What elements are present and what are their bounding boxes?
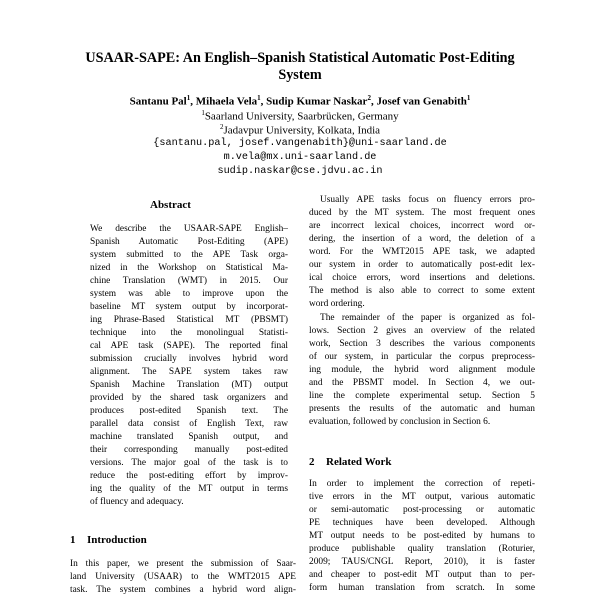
text-line: The method is also able to correct to some extent bbox=[309, 286, 535, 296]
affiliation-mark: 2 bbox=[219, 123, 224, 131]
text-line: parallel data consist of English Text, raw bbox=[90, 419, 288, 429]
text-line: We describe the USAAR-SAPE English– bbox=[90, 224, 288, 234]
email-line[interactable]: {santanu.pal, josef.vangenabith}@uni-saarland.de bbox=[153, 138, 447, 149]
text-line: our system in order to automatically post-edit lex- bbox=[309, 260, 535, 270]
text-line: form human translation from scratch. In some bbox=[309, 583, 535, 593]
text-line: technique into the monolingual Statisti- bbox=[90, 328, 288, 338]
text-line: and the PBSMT model. In Section 4, we out- bbox=[309, 378, 535, 388]
affiliation-mark: 1 bbox=[201, 109, 205, 117]
text-line: of fluency and adequacy. bbox=[90, 497, 184, 507]
affiliation-text: Saarland University, Saarbrücken, Germany bbox=[204, 110, 399, 123]
author-name: Santanu Pal bbox=[129, 95, 187, 108]
text-line: task. The system combines a hybrid word align- bbox=[70, 585, 296, 595]
author-name: Sudip Kumar Naskar bbox=[266, 95, 368, 108]
related-work-body bbox=[309, 478, 535, 595]
author-affiliation-mark: 1 bbox=[186, 94, 191, 102]
text-line: nized in the Workshop on Statistical Ma- bbox=[90, 263, 288, 273]
text-line: produce publishable quality translation (Roturier, bbox=[309, 544, 535, 554]
text-line: Spanish Machine Translation (MT) output bbox=[90, 380, 288, 390]
section-title: Related Work bbox=[326, 456, 392, 468]
text-line: In order to implement the correction of repeti- bbox=[309, 479, 535, 489]
text-line: baseline MT system output by incorporat- bbox=[90, 302, 288, 312]
text-line: cal APE task (SAPE). The reported final bbox=[90, 341, 288, 351]
text-line: evaluation, followed by conclusion in Section 6. bbox=[309, 417, 491, 427]
title-line: System bbox=[278, 67, 322, 83]
abstract-body bbox=[90, 223, 288, 509]
section-heading-related-work bbox=[309, 456, 392, 468]
section-title: Introduction bbox=[87, 534, 147, 546]
text-line: submission crucially involves hybrid word bbox=[90, 354, 288, 364]
text-line: of our system, in particular the corpus preprocess- bbox=[309, 352, 535, 362]
text-line: line the complete experimental setup. Section 5 bbox=[309, 391, 535, 401]
text-line: Spanish Automatic Post-Editing (APE) bbox=[90, 237, 288, 247]
text-line: land University (USAAR) to the WMT2015 APE bbox=[70, 572, 296, 582]
text-line: ical choice errors, word insertions and deletions. bbox=[309, 273, 535, 283]
section-heading-introduction bbox=[70, 534, 147, 546]
text-line: their corresponding manually post-edited bbox=[90, 445, 288, 455]
introduction-body bbox=[70, 558, 296, 597]
author-list: Santanu Pal$^1$, Mihaela Vela$^1$, Sudip Kumar Naskar$^2$, Josef van Genabith$^1$ bbox=[129, 94, 471, 108]
section-number: 1 bbox=[70, 534, 76, 546]
text-line: ing module, the hybrid word alignment module bbox=[309, 365, 535, 375]
email-line[interactable]: m.vela@mx.uni-saarland.de bbox=[223, 152, 377, 163]
text-line: chine Translation (WMT) in 2015. Our bbox=[90, 276, 288, 286]
text-line: work, Section 3 describes the various components bbox=[309, 339, 535, 349]
text-line: versions. The major goal of the task is to bbox=[90, 458, 288, 468]
text-line: 2009; TAUS/CNGL Report, 2010), it is faster bbox=[309, 557, 535, 567]
text-line: tive errors in the MT output, various automatic bbox=[309, 492, 535, 502]
title-line: USAAR-SAPE: An English–Spanish Statistical Automatic Post-Editing bbox=[85, 50, 515, 66]
section-number: 2 bbox=[309, 456, 315, 468]
intro-paragraph bbox=[309, 312, 535, 429]
text-line: Usually APE tasks focus on fluency errors pro- bbox=[320, 195, 535, 205]
text-line: presents the results of the automatic and human bbox=[309, 404, 535, 414]
text-line: ing Phrase-Based Statistical MT (PBSMT) bbox=[90, 315, 288, 325]
text-line: In this paper, we present the submission of Saar- bbox=[70, 559, 296, 569]
text-line: provided by the shared task organizers and bbox=[90, 393, 288, 403]
text-line: ing the quality of the MT output in terms bbox=[90, 484, 288, 494]
author-name: Josef van Genabith bbox=[376, 95, 467, 108]
text-line: system was able to improve upon the bbox=[90, 289, 288, 299]
paper-title bbox=[60, 50, 540, 84]
text-line: produces post-edited Spanish text. The bbox=[90, 406, 288, 416]
text-line: system submitted to the APE Task orga- bbox=[90, 250, 288, 260]
intro-paragraph bbox=[309, 194, 535, 311]
affiliation-text: Jadavpur University, Kolkata, India bbox=[223, 124, 381, 137]
text-line: The remainder of the paper is organized as fol- bbox=[320, 313, 535, 323]
text-line: or semi-automatic post-processing or automatic bbox=[309, 505, 535, 515]
affiliation bbox=[40, 121, 560, 138]
text-line: dering, the insertion of a word, the deletion of a bbox=[309, 234, 535, 244]
text-line: reduce the post-editing effort by improv- bbox=[90, 471, 288, 481]
text-line: alignment. The SAPE system takes raw bbox=[90, 367, 288, 377]
text-line: word. For the WMT2015 APE task, we adapted bbox=[309, 247, 535, 257]
text-line: word ordering. bbox=[309, 299, 365, 309]
text-line: are incorrect lexical choices, incorrect word or- bbox=[309, 221, 535, 231]
text-line: and cheaper to post-edit MT output than to per- bbox=[309, 570, 535, 580]
email-line[interactable]: sudip.naskar@cse.jdvu.ac.in bbox=[217, 166, 383, 177]
text-line: machine translated Spanish output, and bbox=[90, 432, 288, 442]
text-line: lows. Section 2 gives an overview of the related bbox=[309, 326, 535, 336]
abstract-heading: Abstract bbox=[150, 199, 191, 211]
text-line: PE techniques have been developed. Although bbox=[309, 518, 535, 528]
author-affiliation-mark: 1 bbox=[257, 94, 261, 102]
author-affiliation-mark: 2 bbox=[367, 94, 371, 102]
author-affiliation-mark: 1 bbox=[466, 94, 471, 102]
author-name: Mihaela Vela bbox=[195, 95, 258, 108]
text-line: MT output needs to be post-edited by humans to bbox=[309, 531, 535, 541]
text-line: duced by the MT system. The most frequent ones bbox=[309, 208, 535, 218]
